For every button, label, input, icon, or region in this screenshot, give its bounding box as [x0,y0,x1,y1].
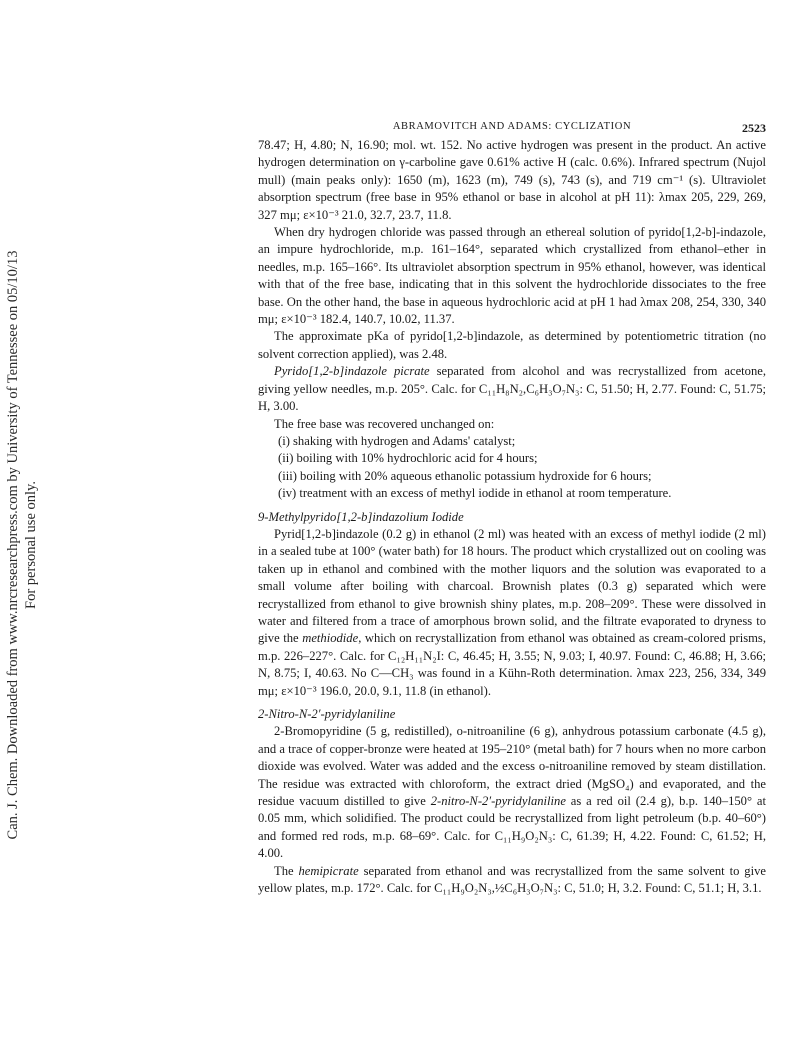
article-body [258,137,766,897]
download-stamp [4,105,44,985]
hemipicrate-text-a: The [274,863,299,878]
paragraph-hemipicrate [258,863,766,898]
methiodide-text-a: Pyrid[1,2-b]indazole (0.2 g) in ethanol (2 ml) was heated with an excess of methyl iodide (2 ml) in a sealed tube at 100° (water bath) for 18 hours. The product which crystallized out on cooling was taken up in ethanol and combined with the mother liquors and the solution was evaporated to a small volume after boiling with charcoal. Brownish plates (0.3 g) separated which were recrystallized from ethanol to give brownish shiny plates, m.p. 208–209°. These were dissolved in water and filtered from a trace of amorphous brown solid, and the filtrate evaporated to dryness to give the [258,526,766,646]
download-stamp-line-1: Can. J. Chem. Downloaded from www.nrcresearchpress.com by University of Tennessee on 05/10/13 [5,250,21,840]
list-item: (ii) boiling with 10% hydrochloric acid for 4 hours; [278,451,538,466]
running-header [258,121,766,137]
paragraph-picrate [258,363,766,415]
nitroaniline-term: 2-nitro-N-2′-pyridylaniline [430,794,566,809]
running-title: ABRAMOVITCH AND ADAMS: CYCLIZATION [392,121,632,132]
paragraph-elemental-analysis: 78.47; H, 4.80; N, 16.90; mol. wt. 152. No active hydrogen was present in the product. An active hydrogen determination on γ-carboline gave 0.61% active H (calc. 0.6%). Infrared spectrum (Nujol mull) (main peaks only): 1650 (m), 1623 (m), 749 (s), 743 (s), and 719 cm⁻¹ (s). Ultraviolet absorption spectrum (free base in 95% ethanol or base in alcohol at pH 11): λmax 205, 229, 269, 327 mμ; ε×10⁻³ 21.0, 32.7, 23.7, 11.8. [258,138,766,222]
paragraph-pka: The approximate pKa of pyrido[1,2-b]indazole, as determined by potentiometric titration (no solvent correction applied), was 2.48. [258,329,766,361]
nitroaniline-text-b: as a red oil (2.4 g), b.p. 140–150° at 0.05 mm, which solidified. The product could be recrystallized from light petroleum (b.p. 40–60°) and formed red rods, m.p. 68–69°. Calc. for C₁₁H₉O₂N₃: C, 61.39; H, 4.22. Found: C, 61.52; H, 4.00. [258,794,766,861]
list-item: (i) shaking with hydrogen and Adams' catalyst; [278,433,516,448]
paragraph-hydrochloride: When dry hydrogen chloride was passed through an ethereal solution of pyrido[1,2-b]-indazole, an impure hydrochloride, m.p. 161–164°, separated which crystallized from ethanol–ether in needles, m.p. 165–166°. Its ultraviolet absorption spectrum in 95% ethanol, however, was identical with that of the free base, indicating that in this solvent the hydrochloride dissociates to the free base. On the other hand, the base in aqueous hydrochloric acid at pH 1 had λmax 208, 254, 330, 340 mμ; ε×10⁻³ 182.4, 140.7, 10.02, 11.37. [258,225,766,327]
download-stamp-line-2: For personal use only. [23,481,39,609]
methiodide-text-b: , which on recrystallization from ethanol was obtained as cream-colored prisms, m.p. 226–227°. Calc. for C₁₂H₁₁N₂I: C, 46.45; H, 3.55; N, 9.03; I, 40.97. Found: C, 46.88; H, 3.66; N, 8.75; I, 40.63. No C—CH₃ was found in a Kühn-Roth determination. λmax 223, 256, 334, 349 mμ; ε×10⁻³ 196.0, 20.0, 9.1, 11.8 (in ethanol). [258,631,766,698]
section-heading-methiodide: 9-Methylpyrido[1,2-b]indazolium Iodide [258,509,464,524]
section-heading-nitroaniline: 2-Nitro-N-2′-pyridylaniline [258,707,396,721]
methiodide-term: methiodide [302,631,359,646]
nitroaniline-text-a: 2-Bromopyridine (5 g, redistilled), o-nitroaniline (6 g), anhydrous potassium carbonate (4.5 g), and a trace of copper-bronze were heated at 195–210° (metal bath) for 7 hours when no more carbon dioxide was evolved. Water was added and the excess o-nitroaniline removed by steam distillation. The residue was extracted with chloroform, the extract dried (MgSO₄) and evaporated, and the residue vacuum distilled to give [258,724,766,809]
hemipicrate-text-b: separated from ethanol and was recrystallized from the same solvent to give yellow plates, m.p. 172°. Calc. for C₁₁H₉O₂N₃,½C₆H₃O₇N₃: C, 51.0; H, 3.2. Found: C, 51.1; H, 3.1. [258,863,766,896]
list-item: (iii) boiling with 20% aqueous ethanolic potassium hydroxide for 6 hours; [278,468,652,483]
picrate-text: separated from alcohol and was recrystallized from acetone, giving yellow needles, m.p. 205°. Calc. for C₁₁H₈N₂,C₆H₃O₇N₃: C, 51.50; H, 2.77. Found: C, 51.75; H, 3.00. [258,364,766,414]
picrate-term: Pyrido[1,2-b]indazole picrate [274,364,430,379]
hemipicrate-term: hemipicrate [298,863,359,878]
paragraph-methiodide [258,526,766,700]
paragraph-nitroaniline [258,723,766,862]
paragraph-recovery: The free base was recovered unchanged on: [274,416,495,431]
page-number: 2523 [742,121,766,135]
list-item: (iv) treatment with an excess of methyl iodide in ethanol at room temperature. [278,486,672,501]
